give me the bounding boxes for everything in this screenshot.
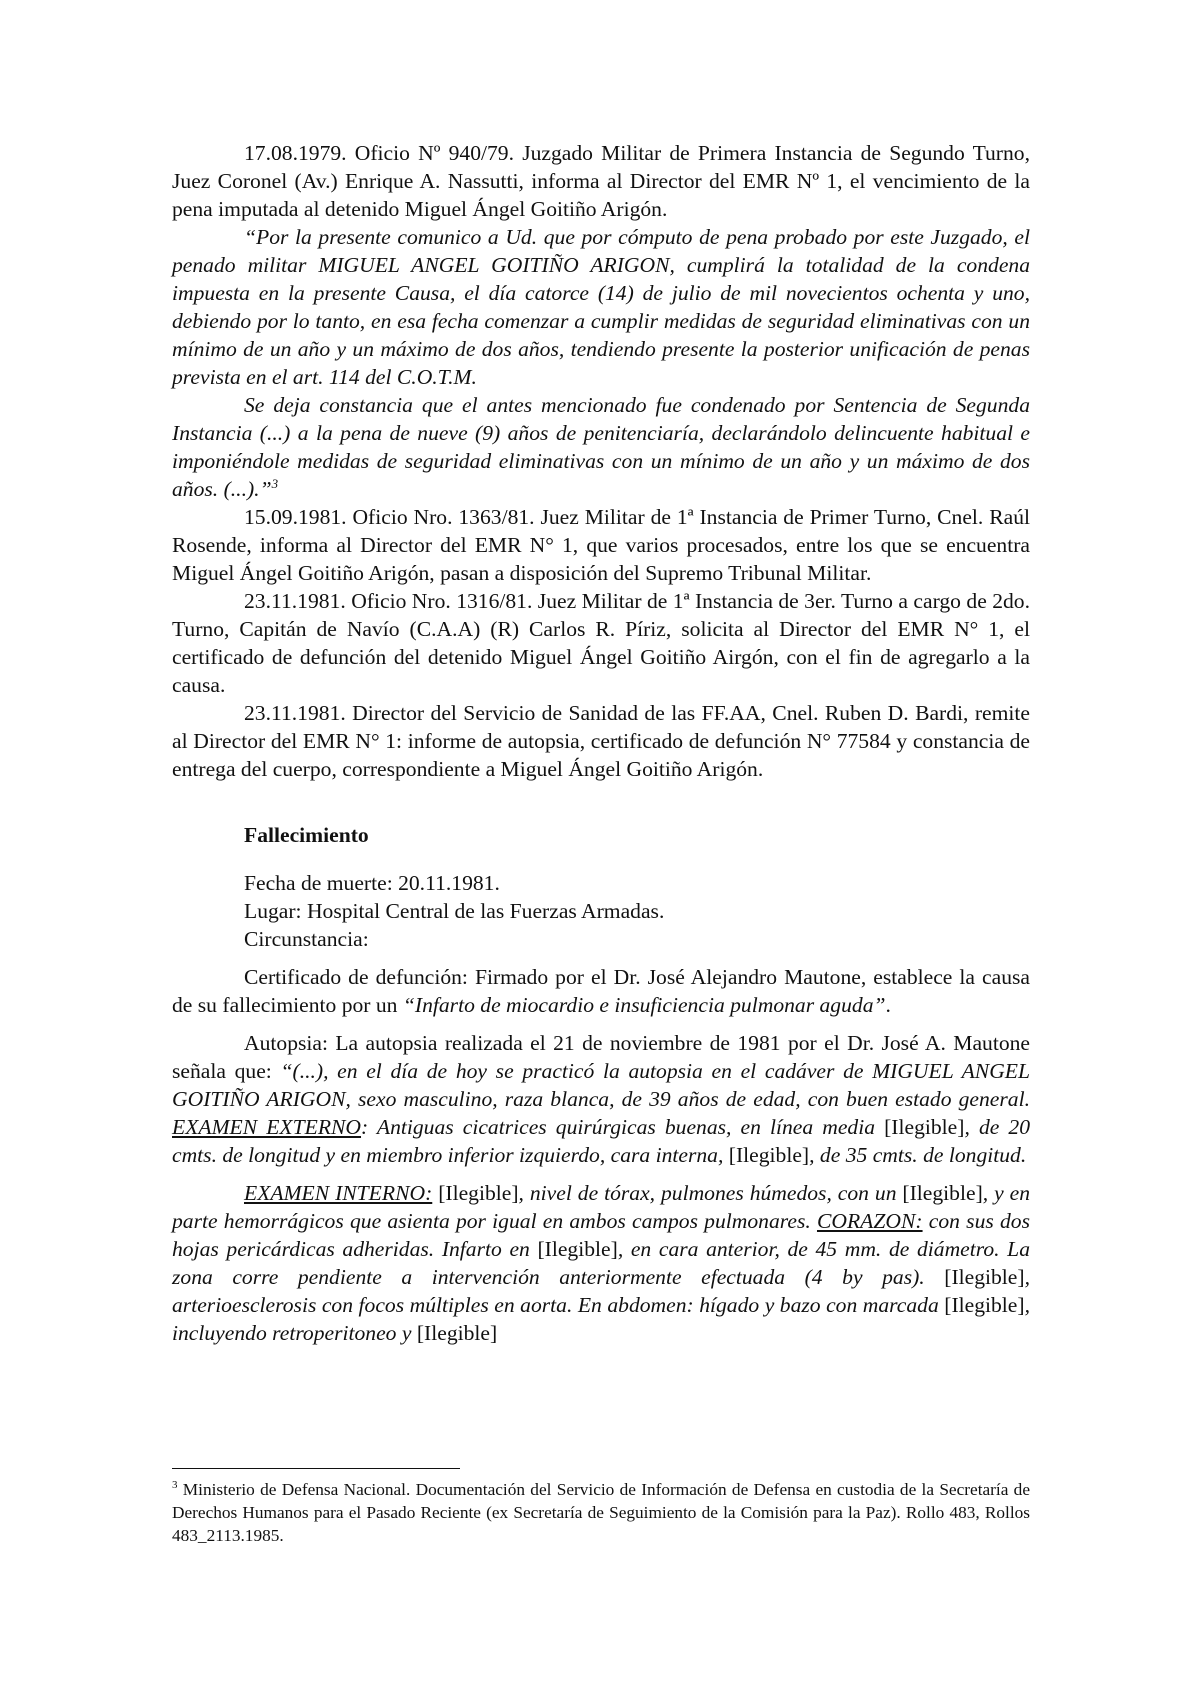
certificate-text: Certificado de defunción: Firmado por el Dr. José Alejandro Mautone, establece la causa de su fallecimiento por un [172,965,1030,1017]
certificate-quote: “Infarto de miocardio e insuficiencia pulmonar aguda” [402,993,886,1017]
internal-exam-text-1: , nivel de tórax, pulmones húmedos, con un [518,1181,903,1205]
internal-exam-text-2: , y en parte hemorrágicos que asienta por igual en ambos campos pulmonares. [172,1181,1030,1233]
illegible-mark: [Ilegible] [944,1265,1025,1289]
death-place: Lugar: Hospital Central de las Fuerzas Armadas. [244,899,665,923]
illegible-mark: [Ilegible] [902,1181,983,1205]
section-heading: Fallecimiento [244,823,369,847]
paragraph-oficio-1363: 15.09.1981. Oficio Nro. 1363/81. Juez Militar de 1ª Instancia de Primer Turno, Cnel. Raúl Rosende, informa al Director del EMR N° 1, que varios procesados, entre los que se encuentra Miguel Ángel Goitiño Arigón, pasan a disposición del Supremo Tribunal Militar. [172,505,1030,585]
quote-paragraph-2 [172,391,1030,503]
internal-exam-text-5: , arterioesclerosis con focos múltiples en aorta. En abdomen: hígado y bazo con marcada [172,1265,1030,1317]
footnote-separator [172,1468,460,1469]
paragraph-oficio-1316: 23.11.1981. Oficio Nro. 1316/81. Juez Militar de 1ª Instancia de 3er. Turno a cargo de 2do. Turno, Capitán de Navío (C.A.A) (R) Carlos R. Píriz, solicita al Director del EMR N° 1, el certificado de defunción del detenido Miguel Ángel Goitiño Airgón, con el fin de agregarlo a la causa. [172,589,1030,697]
heart-label: CORAZON: [816,1209,923,1233]
footnote [172,1478,1030,1547]
death-date: Fecha de muerte: 20.11.1981. [244,871,500,895]
document-body [172,139,1030,1347]
internal-exam-label: EXAMEN INTERNO: [244,1181,433,1205]
certificate-paragraph [172,963,1030,1019]
quote-paragraph-1 [172,223,1030,391]
quote-text-1: “Por la presente comunico a Ud. que por cómputo de pena probado por este Juzgado, el penado militar MIGUEL ANGEL GOITIÑO ARIGON, cumplirá la totalidad de la condena impuesta en la presente Causa, el día catorce (14) de julio de mil novecientos ochenta y uno, debiendo por lo tanto, en esa fecha comenzar a cumplir medidas de seguridad eliminativas con un mínimo de un año y un máximo de dos años, tendiendo presente la posterior unificación de penas prevista en el art. 114 del C.O.T.M. [172,225,1030,389]
illegible-mark: [Ilegible] [944,1293,1025,1317]
circumstance-label: Circunstancia: [244,927,369,951]
illegible-mark: [Ilegible] [728,1143,810,1167]
external-exam-text-2: , de 20 cmts. de longitud y en miembro inferior izquierdo, cara interna, [172,1115,1030,1167]
footnote-ref[interactable]: 3 [271,475,279,491]
external-exam-text-1: : Antiguas cicatrices quirúrgicas buenas, en línea media [361,1115,885,1139]
internal-exam-text-6: , incluyendo retroperitoneo y [172,1293,1030,1345]
internal-exam-text-4: , en cara anterior, de 45 mm. de diámetro. La zona corre pendiente a intervención anteriormente efectuada (4 by pas). [172,1237,1030,1289]
internal-exam-paragraph [172,1179,1030,1347]
illegible-mark: [Ilegible] [416,1321,498,1345]
external-exam-text-3: , de 35 cmts. de longitud. [809,1143,1027,1167]
certificate-end: . [885,993,891,1017]
illegible-mark: [Ilegible] [438,1181,519,1205]
illegible-mark: [Ilegible] [537,1237,618,1261]
paragraph-sanidad: 23.11.1981. Director del Servicio de Sanidad de las FF.AA, Cnel. Ruben D. Bardi, remite al Director del EMR N° 1: informe de autopsia, certificado de defunción N° 77584 y constancia de entrega del cuerpo, correspondiente a Miguel Ángel Goitiño Arigón. [172,701,1030,781]
paragraph-oficio-940: 17.08.1979. Oficio Nº 940/79. Juzgado Militar de Primera Instancia de Segundo Turno, Juez Coronel (Av.) Enrique A. Nassutti, informa al Director del EMR Nº 1, el vencimiento de la pena imputada al detenido Miguel Ángel Goitiño Arigón. [172,141,1030,221]
footnote-text: Ministerio de Defensa Nacional. Documentación del Servicio de Información de Defensa en custodia de la Secretaría de Derechos Humanos para el Pasado Reciente (ex Secretaría de Seguimiento de la Comisión para la Paz). Rollo 483, Rollos 483_2113.1985. [172,1480,1030,1545]
external-exam-label: EXAMEN EXTERNO [172,1115,362,1139]
footnote-number: 3 [172,1479,178,1492]
illegible-mark: [Ilegible] [884,1115,965,1139]
autopsy-quote: “(...), en el día de hoy se practicó la autopsia en el cadáver de MIGUEL ANGEL GOITIÑO ARIGON, sexo masculino, raza blanca, de 39 años de edad, con buen estado general. [172,1059,1030,1111]
autopsy-paragraph [172,1029,1030,1169]
quote-text-2: Se deja constancia que el antes mencionado fue condenado por Sentencia de Segunda Instancia (...) a la pena de nueve (9) años de penitenciaría, declarándolo delincuente habitual e imponiéndole medidas de seguridad eliminativas con un mínimo de un año y un máximo de dos años. (...).” [172,393,1030,501]
autopsy-text: Autopsia: La autopsia realizada el 21 de noviembre de 1981 por el Dr. José A. Mautone señala que: [172,1031,1030,1083]
internal-exam-text-3: con sus dos hojas pericárdicas adheridas. Infarto en [172,1209,1030,1261]
